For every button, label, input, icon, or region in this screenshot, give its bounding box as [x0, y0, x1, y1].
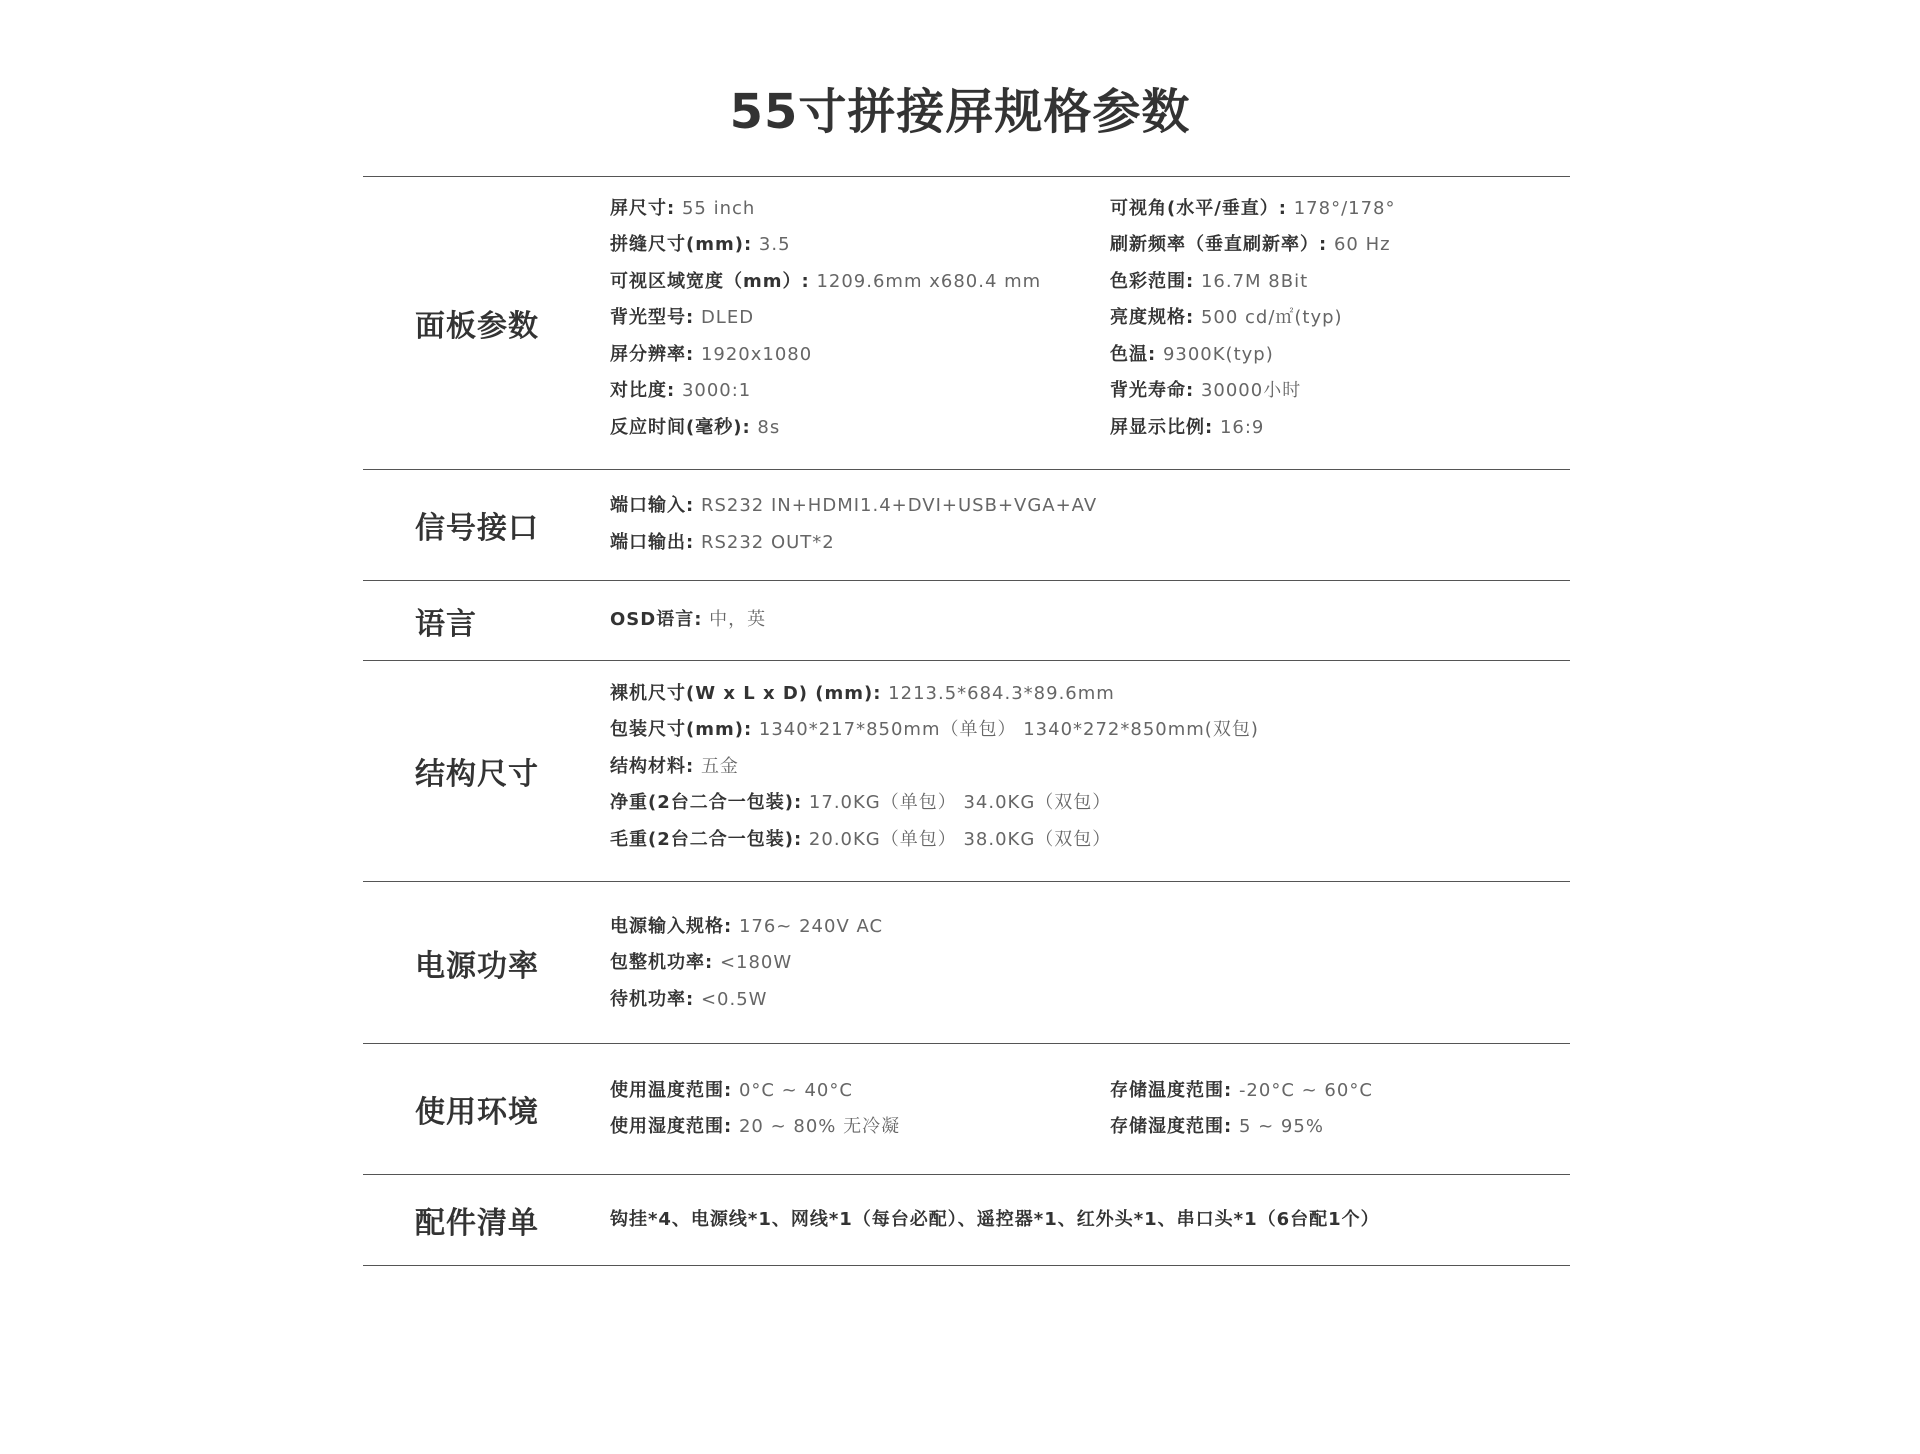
spec-row	[1110, 337, 1274, 373]
spec-value: 3.5	[758, 234, 791, 255]
spec-key: 可视区域宽度（mm）:	[610, 271, 810, 292]
spec-value: 1213.5*684.3*89.6mm	[888, 683, 1115, 704]
spec-key: 净重(2台二合一包装):	[610, 792, 803, 813]
spec-value: 1920x1080	[700, 344, 813, 365]
spec-key: 裸机尺寸(W x L x D) (mm):	[610, 683, 882, 704]
spec-row	[1110, 1073, 1373, 1109]
section-label-environment: 使用环境	[415, 1095, 539, 1130]
spec-key: 使用湿度范围:	[610, 1116, 733, 1137]
spec-row	[610, 191, 755, 227]
spec-row	[610, 785, 1111, 821]
spec-key: 反应时间(毫秒):	[610, 417, 751, 438]
section-label-power: 电源功率	[415, 948, 539, 984]
spec-row	[610, 945, 792, 981]
spec-row	[610, 525, 835, 561]
spec-value: 17.0KG（单包） 34.0KG（双包）	[808, 792, 1112, 813]
spec-key: 使用温度范围:	[610, 1080, 733, 1101]
section-power	[363, 882, 1570, 1044]
section-body-environment	[610, 1044, 1570, 1174]
spec-key: 对比度:	[610, 380, 676, 401]
spec-value: RS232 IN+HDMI1.4+DVI+USB+VGA+AV	[700, 495, 1098, 516]
spec-row	[610, 1202, 1380, 1238]
spec-row	[1110, 227, 1391, 263]
section-structure	[363, 661, 1570, 882]
spec-value: 3000:1	[681, 380, 752, 401]
spec-row	[610, 1073, 853, 1109]
spec-key: OSD语言:	[610, 609, 703, 630]
spec-key: 电源输入规格:	[610, 916, 733, 937]
spec-row	[1110, 1109, 1324, 1145]
section-body-structure	[610, 661, 1570, 881]
spec-table	[363, 176, 1570, 1266]
spec-value: 5 ~ 95%	[1238, 1116, 1324, 1137]
section-panel	[363, 177, 1570, 470]
section-body-signal	[610, 470, 1570, 580]
spec-row	[610, 822, 1111, 858]
spec-key: 端口输入:	[610, 495, 695, 516]
spec-value: 178°/178°	[1293, 198, 1396, 219]
section-body-panel	[610, 177, 1570, 469]
spec-key: 待机功率:	[610, 989, 695, 1010]
spec-key: 背光寿命:	[1110, 380, 1195, 401]
section-accessories	[363, 1175, 1570, 1266]
spec-key: 刷新频率（垂直刷新率）:	[1110, 234, 1328, 255]
section-label-language: 语言	[415, 606, 477, 642]
section-body-language	[610, 581, 1570, 660]
spec-value: 16:9	[1219, 417, 1265, 438]
spec-value: 20.0KG（单包） 38.0KG（双包）	[808, 829, 1112, 850]
spec-row	[610, 264, 1041, 300]
spec-key: 屏显示比例:	[1110, 417, 1214, 438]
spec-value: 1209.6mm x680.4 mm	[816, 271, 1042, 292]
section-environment	[363, 1044, 1570, 1175]
spec-key: 存储湿度范围:	[1110, 1116, 1233, 1137]
section-body-accessories	[610, 1175, 1570, 1265]
spec-value: 1340*217*850mm（单包） 1340*272*850mm(双包)	[758, 719, 1259, 740]
spec-value: 55 inch	[681, 198, 756, 219]
spec-row	[1110, 300, 1343, 336]
spec-value: -20°C ~ 60°C	[1238, 1080, 1373, 1101]
spec-value: RS232 OUT*2	[700, 532, 835, 553]
spec-value: 30000小时	[1200, 380, 1302, 401]
section-body-power	[610, 882, 1570, 1043]
spec-row	[610, 300, 754, 336]
spec-value: 60 Hz	[1333, 234, 1391, 255]
spec-row	[610, 488, 1097, 524]
spec-key: 端口输出:	[610, 532, 695, 553]
spec-value: DLED	[700, 307, 755, 328]
spec-row	[610, 909, 883, 945]
spec-row	[1110, 264, 1308, 300]
section-language	[363, 581, 1570, 661]
spec-value: <180W	[719, 952, 793, 973]
spec-value: 9300K(typ)	[1162, 344, 1274, 365]
spec-row	[610, 1109, 900, 1145]
spec-row	[610, 410, 780, 446]
spec-value: 0°C ~ 40°C	[738, 1080, 853, 1101]
spec-key: 可视角(水平/垂直）:	[1110, 198, 1287, 219]
spec-key: 色彩范围:	[1110, 271, 1195, 292]
spec-row	[610, 373, 751, 409]
spec-row	[610, 982, 767, 1018]
spec-key: 屏分辨率:	[610, 344, 695, 365]
spec-row	[610, 749, 739, 785]
spec-value: 500 cd/㎡(typ)	[1200, 307, 1343, 328]
spec-row	[610, 602, 766, 638]
spec-row	[1110, 410, 1264, 446]
spec-value: 176~ 240V AC	[738, 916, 884, 937]
spec-row	[610, 676, 1115, 712]
spec-row	[610, 712, 1259, 748]
section-label-structure: 结构尺寸	[415, 757, 539, 792]
spec-key: 包整机功率:	[610, 952, 714, 973]
spec-key: 存储温度范围:	[1110, 1080, 1233, 1101]
spec-value: 中，英	[709, 609, 767, 630]
spec-value: 16.7M 8Bit	[1200, 271, 1309, 292]
spec-key: 结构材料:	[610, 756, 695, 777]
spec-key: 包装尺寸(mm):	[610, 719, 753, 740]
spec-value: 8s	[757, 417, 781, 438]
section-signal	[363, 470, 1570, 581]
spec-value: 五金	[700, 756, 739, 777]
spec-value: <0.5W	[700, 989, 768, 1010]
section-label-signal: 信号接口	[415, 511, 539, 546]
spec-key: 毛重(2台二合一包装):	[610, 829, 803, 850]
spec-key: 拼缝尺寸(mm):	[610, 234, 753, 255]
section-label-panel: 面板参数	[415, 309, 539, 344]
spec-key: 亮度规格:	[1110, 307, 1195, 328]
spec-value: 20 ~ 80% 无冷凝	[738, 1116, 901, 1137]
spec-row	[1110, 373, 1301, 409]
spec-key: 屏尺寸:	[610, 198, 676, 219]
accessories-list: 钩挂*4、电源线*1、网线*1（每台必配）、遥控器*1、红外头*1、串口头*1（6台配1个）	[610, 1209, 1380, 1230]
section-label-accessories: 配件清单	[415, 1206, 539, 1241]
spec-key: 色温:	[1110, 344, 1157, 365]
spec-row	[1110, 191, 1396, 227]
spec-row	[610, 227, 791, 263]
spec-row	[610, 337, 812, 373]
spec-key: 背光型号:	[610, 307, 695, 328]
page-title: 55寸拼接屏规格参数	[729, 84, 1191, 140]
